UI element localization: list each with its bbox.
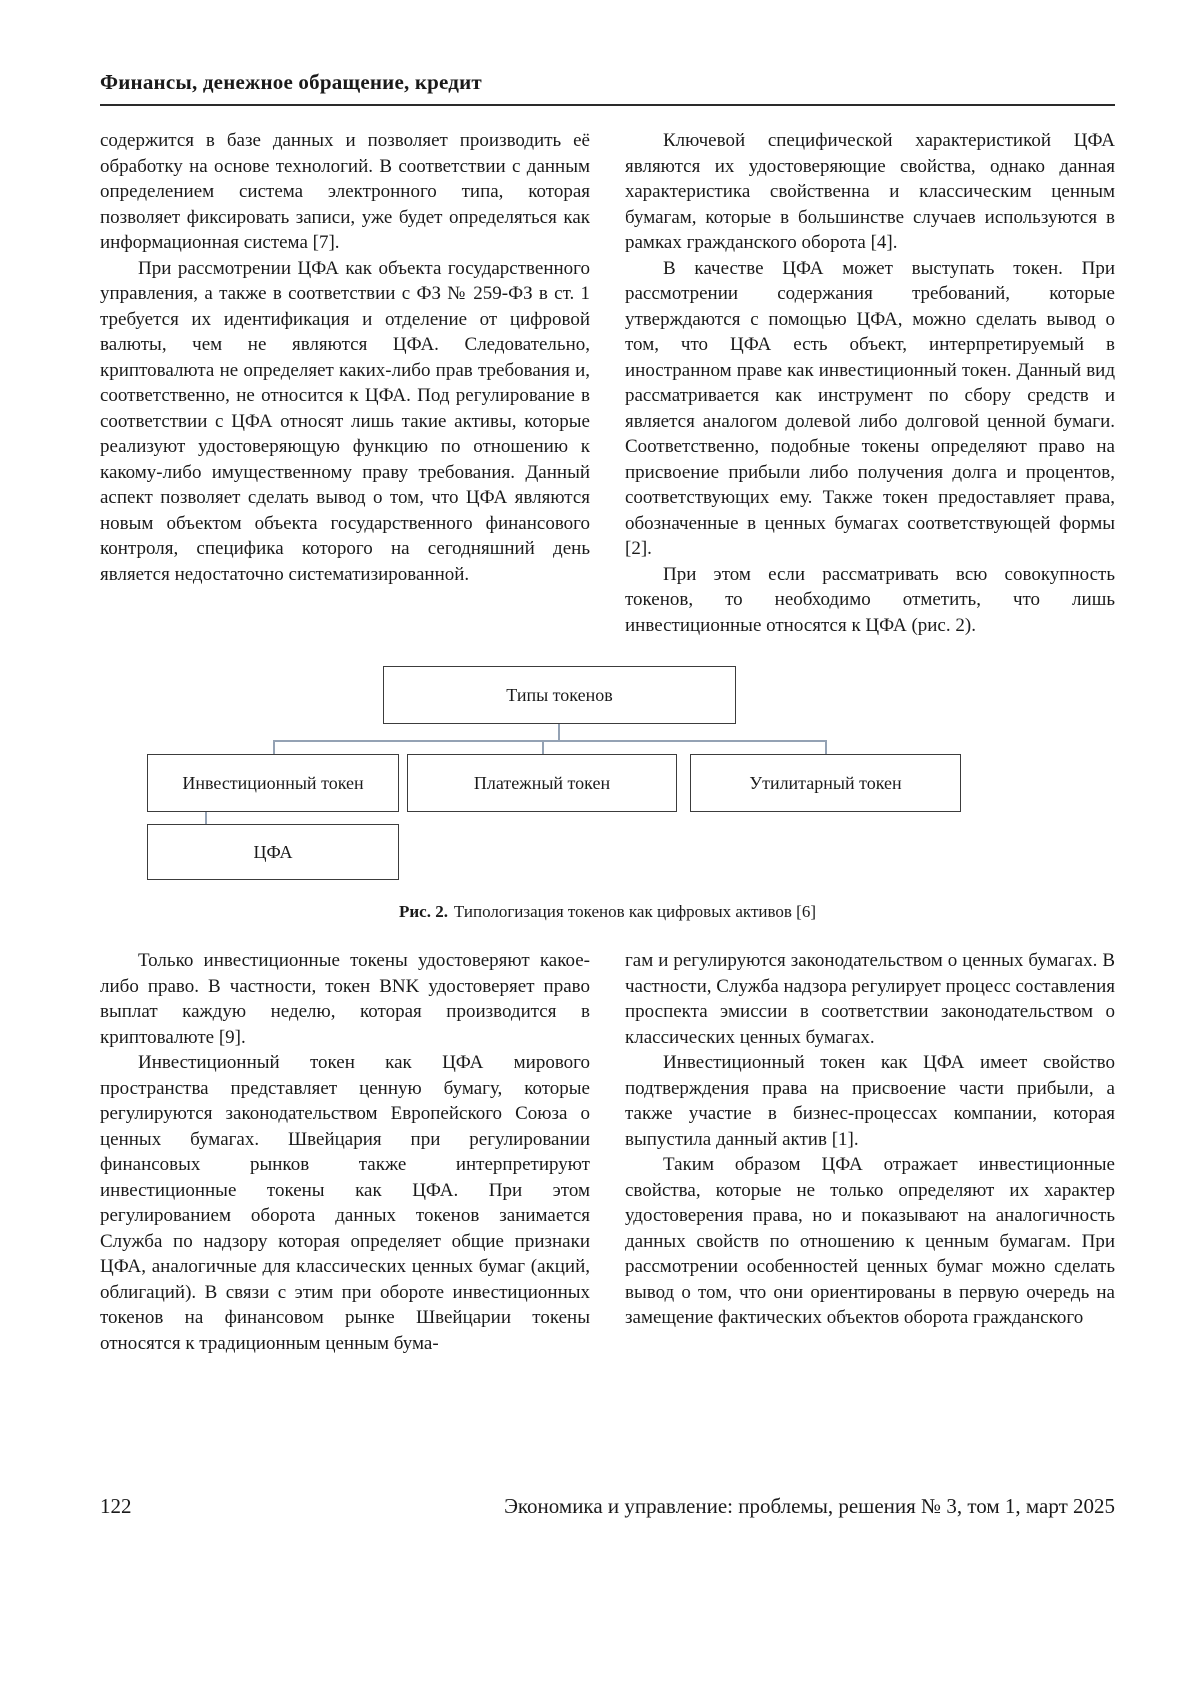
top-text-section [100,128,1115,638]
connector-line [542,740,544,755]
paragraph: гам и регулируются законодательством о ценных бумагах. В частности, Служба надзора регулирует процесс составления проспекта эмиссии в соответствии законодательством о классических ценных бумагах. [625,950,1115,1048]
figure-caption-text: Типологизация токенов как цифровых активов [6] [453,902,816,921]
paragraph: При рассмотрении ЦФА как объекта государственного управления, а также в соответствии с ФЗ № 259-ФЗ в ст. 1 требуется их идентификация и отделение от цифровой валюты, чем не являются ЦФА. Следовательно, криптовалюта не определяет каких-либо прав требования и, соответственно, не относится к ЦФА. Под регулирование в соответствии с ЦФА относят лишь такие активы, которые реализуют удостоверяющую функцию по отношению к какому-либо имущественному праву требования. Данный аспект позволяет сделать вывод о том, что ЦФА являются новым объектом объекта государственного финансового контроля, специфика которого на сегодняшний день является недостаточно систематизированной. [100,257,590,585]
column-left [100,128,590,638]
paragraph: В качестве ЦФА может выступать токен. При рассмотрении содержания требований, которые утверждаются с помощью ЦФА, можно сделать вывод о том, что ЦФА есть объект, интерпретируемый в иностранном праве как инвестиционный токен. Данный вид рассматривается как инструмент по сбору средств и является аналогом долевой либо долговой ценной бумаги. Соответственно, подобные токены определяют право на присвоение прибыли либо получения долга и процентов, соответствующих ему. Также токен предоставляет права, обозначенные в ценных бумагах соответствующей формы [2]. [625,257,1115,559]
diagram-node-cfa: ЦФА [147,824,399,880]
paragraph: Ключевой специфической характеристикой ЦФА являются их удостоверяющие свойства, однако данная характеристика свойственна и классическим ценным бумагам, которые в большинстве случаев используются в рамках гражданского оборота [4]. [625,130,1115,253]
page-number: 122 [100,1494,132,1518]
figure-2 [100,666,1115,922]
column-right [625,128,1115,638]
diagram-node-payment-token: Платежный токен [407,754,677,812]
token-typology-diagram [100,666,1115,884]
bottom-text-section [100,948,1115,1356]
page-footer [100,1494,1115,1519]
paragraph: Только инвестиционные токены удостоверяют какое-либо право. В частности, токен BNK удостоверяет право выплат каждую неделю, которая производится в криптовалюте [9]. [100,950,590,1048]
figure-caption-label: Рис. 2. [399,902,448,921]
diagram-node-investment-token: Инвестиционный токен [147,754,399,812]
paragraph: содержится в базе данных и позволяет производить её обработку на основе технологий. В соответствии с данным определением система электронного типа, которая позволяет фиксировать записи, уже будет определяться как информационная система [7]. [100,130,590,253]
paragraph: Таким образом ЦФА отражает инвестиционные свойства, которые не только определяют их характер удостоверения права, но и показывают на аналогичность данных свойств по отношению к ценным бумагам. При рассмотрении особенностей ценных бумаг можно сделать вывод о том, что они ориентированы в первую очередь на замещение фактических объектов оборота гражданского [625,1154,1115,1328]
column-right [625,948,1115,1356]
paragraph: Инвестиционный токен как ЦФА имеет свойство подтверждения права на присвоение части прибыли, а также участие в бизнес-процессах компании, которая выпустила данный актив [1]. [625,1052,1115,1150]
paragraph: При этом если рассматривать всю совокупность токенов, то необходимо отметить, что лишь инвестиционные относятся к ЦФА (рис. 2). [625,563,1115,636]
journal-title: Экономика и управление: проблемы, решения № 3, том 1, март 2025 [504,1494,1115,1518]
figure-caption [100,902,1115,922]
running-head: Финансы, денежное обращение, кредит [100,70,1115,106]
connector-line [825,740,827,755]
connector-line [273,740,275,755]
column-left [100,948,590,1356]
connector-line [273,740,826,742]
page-content [100,70,1115,1356]
diagram-node-utility-token: Утилитарный токен [690,754,961,812]
connector-line [558,724,560,741]
paragraph: Инвестиционный токен как ЦФА мирового пространства представляет ценную бумагу, которые регулируются законодательством Европейского Союза о ценных бумагах. Швейцария при регулировании финансовых рынков также интерпретируют инвестиционные токены как ЦФА. При этом регулированием оборота данных токенов занимается Служба по надзору которая определяет общие признаки ЦФА, аналогичные для классических ценных бумаг (акций, облигаций). В связи с этим при обороте инвестиционных токенов на финансовом рынке Швейцарии токены относятся к традиционным ценным бума- [100,1052,590,1354]
diagram-node-token-types: Типы токенов [383,666,736,724]
